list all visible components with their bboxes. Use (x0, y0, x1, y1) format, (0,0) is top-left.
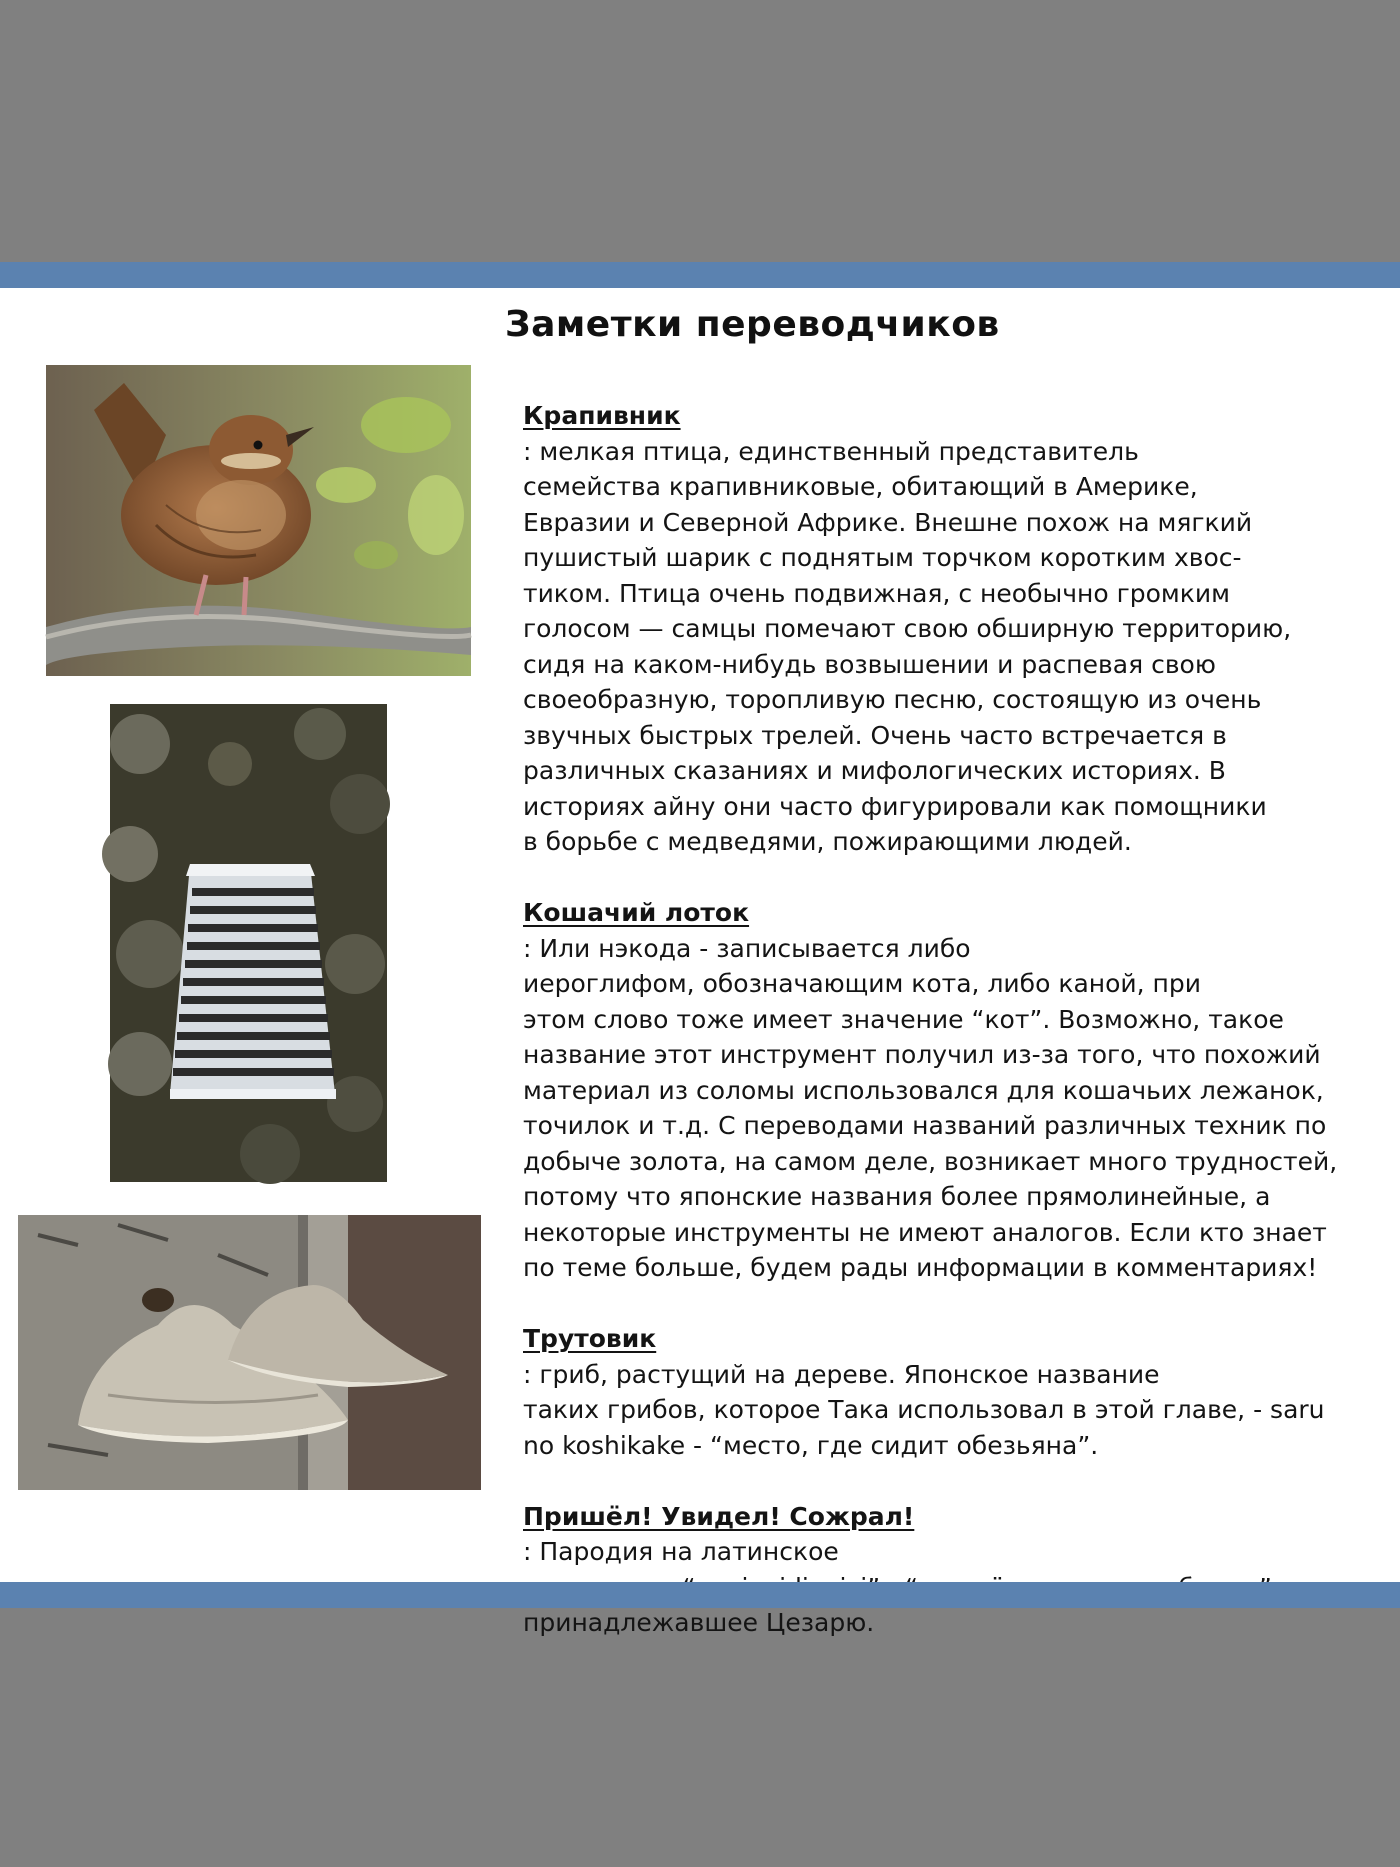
tinder-fungus-photo (18, 1215, 481, 1490)
note-wren: Крапивник : мелкая птица, единственный представитель семейства крапивниковые, обитающий в Америке, Евразии и Северной Африке. Внешне похож на мягкий пушистый шарик с поднятым торчком коротким хвос- тиком. Птица очень подвижная, с необычно громким голосом — самцы помечают свою обширную территорию, сидя на каком-нибудь возвышении и распевая свою своеобразную, торопливую песню, состоящую из очень звучных быстрых трелей. Очень часто встречается в различных сказаниях и мифологических историях. В историях айну они часто фигурировали как помощники в борьбе с медведями, пожирающими людей. (523, 398, 1385, 860)
notes-list (523, 398, 1385, 1676)
bottom-blue-band (0, 1582, 1400, 1608)
note-tinder-fungus: Трутовик : гриб, растущий на дереве. Японское название таких грибов, которое Така использовал в этой главе, - saru no koshikake - “место, где сидит обезьяна”. (523, 1321, 1385, 1463)
wren-bird-photo (46, 365, 471, 676)
note-veni-vidi: Пришёл! Увидел! Сожрал! : Пародия на латинское принадлежавшее Цезарю. (523, 1499, 1385, 1641)
page-title: Заметки переводчиков (505, 304, 1000, 345)
top-blue-band (0, 262, 1400, 288)
note-term: Пришёл! Увидел! Сожрал! (523, 1501, 915, 1531)
note-term: Крапивник (523, 401, 681, 430)
note-term: Кошачий лоток (523, 898, 750, 927)
translator-notes-page (0, 288, 1400, 1637)
note-term: Трутовик (523, 1324, 657, 1353)
gold-sluice-photo (110, 704, 387, 1182)
note-cat-tray: Кошачий лоток : Или нэкода - записывается либо иероглифом, обозначающим кота, либо каной, при этом слово тоже имеет значение “кот”. Возможно, такое название этот инструмент получил из-за того, что похожий материал из соломы использовался для кошачьих лежанок, точилок и т.д. С переводами названий различных техник по добыче золота, на самом деле, возникает много трудностей, потому что японские названия более прямолинейные, а некоторые инструменты не имеют аналогов. Если кто знает по теме больше, будем рады информации в комментариях! (523, 895, 1385, 1286)
